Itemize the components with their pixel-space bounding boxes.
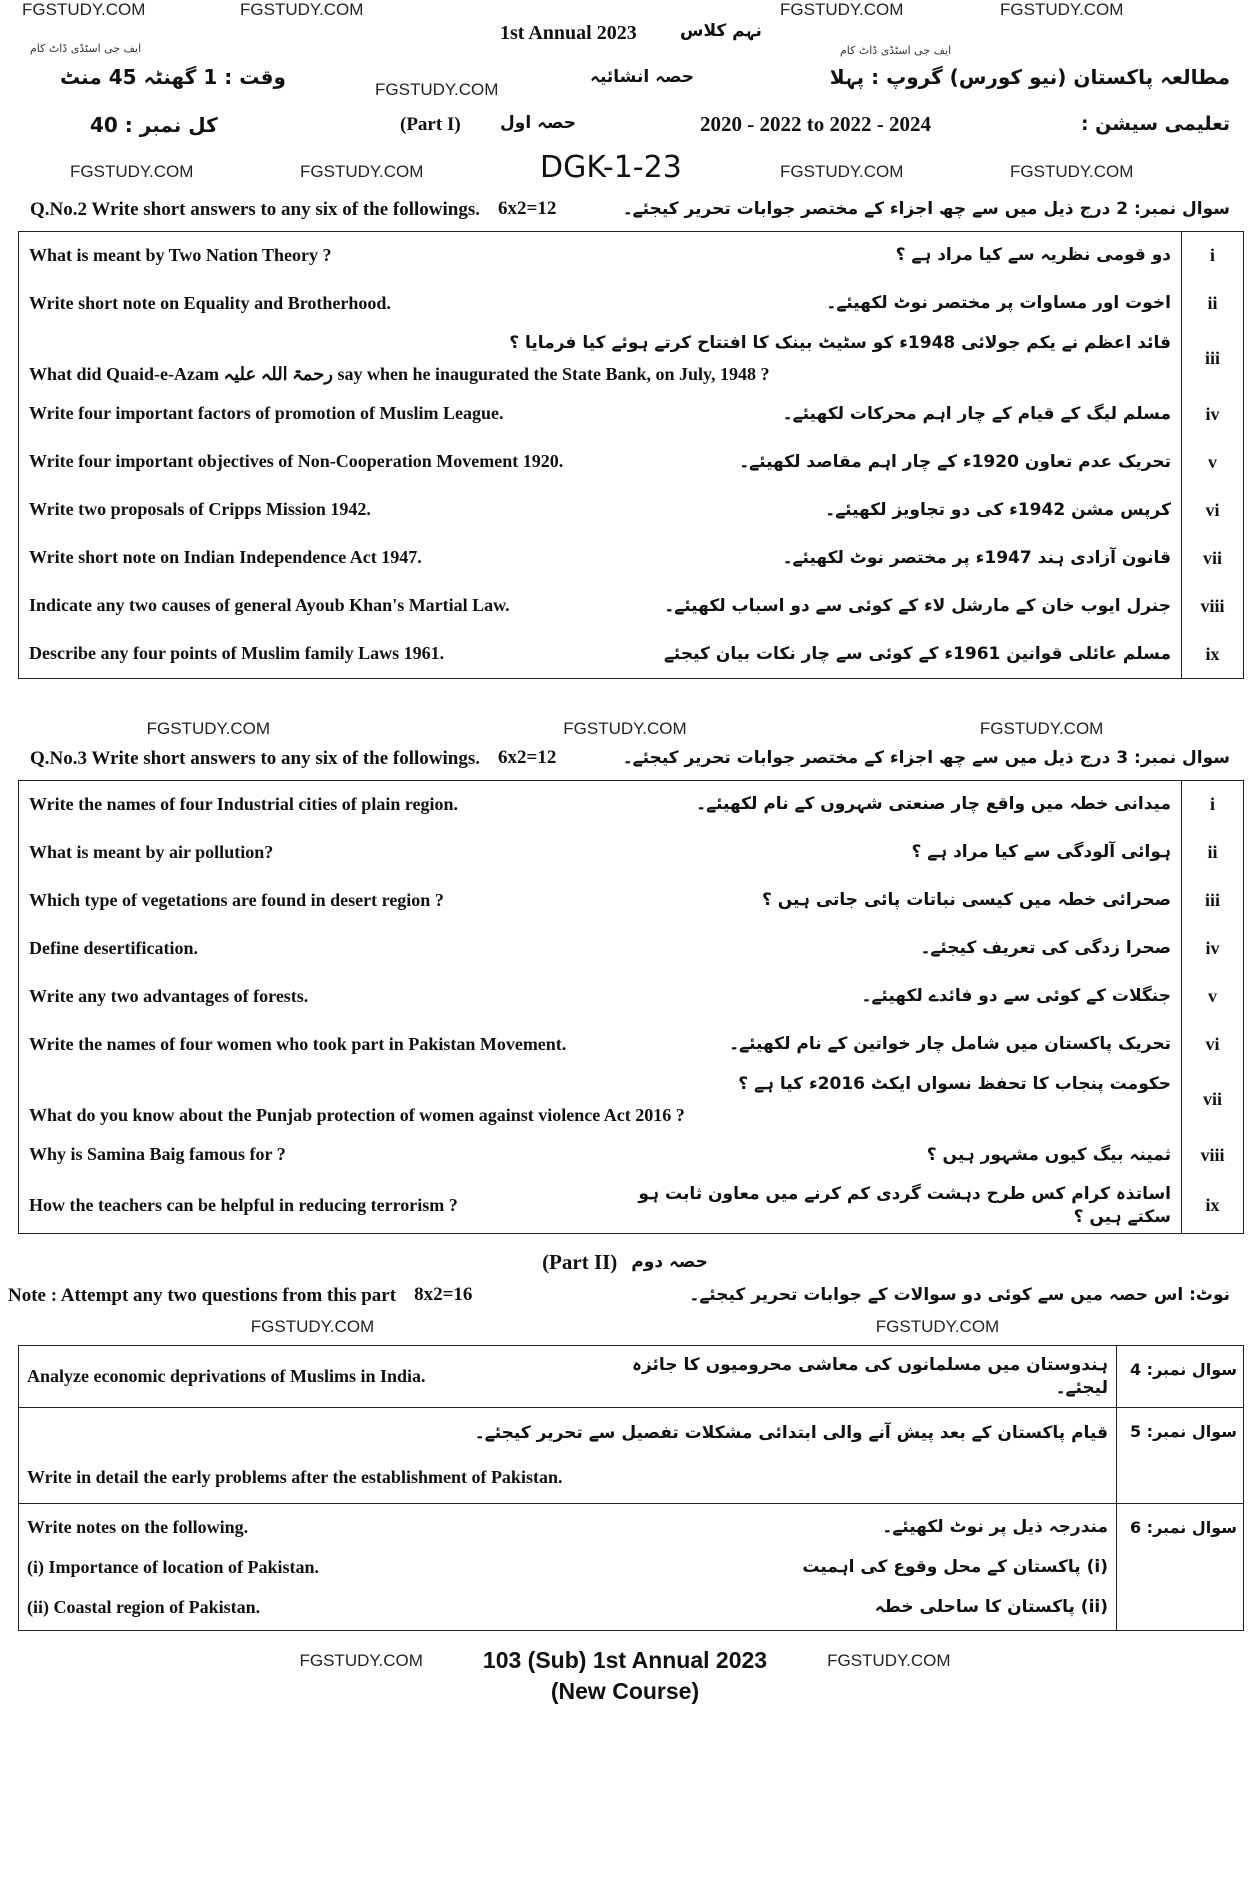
q6-label: سوال نمبر: 6: [1116, 1504, 1243, 1630]
question-number: viii: [1181, 1131, 1243, 1179]
q6-part-b-urdu: (ii) پاکستان کا ساحلی خطہ: [874, 1596, 1108, 1617]
question-5: [19, 1408, 1243, 1504]
question-text-urdu: جنرل ایوب خان کے مارشل لاء کے کوئی سے دو اسباب لکھیئے۔: [664, 595, 1171, 616]
question-text-urdu: صحرائی خطہ میں کیسی نباتات پائی جاتی ہیں ؟: [761, 890, 1171, 911]
watermark: FGSTUDY.COM: [250, 1316, 375, 1336]
q4-label: سوال نمبر: 4: [1116, 1346, 1243, 1408]
question-item: [19, 1131, 1243, 1179]
question-text-urdu: اساتذہ کرام کس طرح دہشت گردی کم کرنے میں معاون ثابت ہو سکتے ہیں ؟: [638, 1184, 1171, 1227]
question-text-urdu: قائد اعظم نے یکم جولائی 1948ء کو سٹیٹ بینک کا افتتاح کرتے ہوئے کیا فرمایا ؟: [509, 332, 1171, 353]
question-text-urdu: تحریک عدم تعاون 1920ء کے چار اہم مقاصد لکھیئے۔: [739, 451, 1171, 472]
subject-title: مطالعہ پاکستان (نیو کورس) گروپ : پہلا: [829, 65, 1230, 89]
handwritten-code: DGK-1-23: [540, 150, 682, 185]
watermark: FGSTUDY.COM: [827, 1650, 951, 1670]
question-text: Write two proposals of Cripps Mission 1942.: [29, 499, 371, 520]
question-text: Why is Samina Baig famous for ?: [29, 1144, 286, 1165]
watermark: FGSTUDY.COM: [1010, 162, 1134, 181]
question-item: [19, 280, 1243, 328]
urdu-watermark: ایف جی اسٹڈی ڈاٹ کام: [30, 42, 142, 55]
q3-header: [0, 747, 1250, 772]
question-item: [19, 328, 1243, 390]
question-text-urdu: صحرا زدگی کی تعریف کیجئے۔: [920, 938, 1171, 959]
question-text: How the teachers can be helpful in reducing terrorism ?: [29, 1195, 458, 1216]
part-two-heading: [0, 1248, 1250, 1278]
question-number: vi: [1181, 1021, 1243, 1069]
q3-title-urdu: سوال نمبر: 3 درج ذیل میں سے چھ اجزاء کے مختصر جوابات تحریر کیجئے۔: [622, 748, 1230, 769]
question-item: [19, 1179, 1243, 1233]
watermark: FGSTUDY.COM: [22, 0, 146, 19]
watermark: FGSTUDY.COM: [1000, 0, 1124, 19]
question-text: Define desertification.: [29, 938, 198, 958]
question-item: [19, 438, 1243, 486]
watermark: FGSTUDY.COM: [300, 162, 424, 181]
class-urdu: نہم کلاس: [680, 21, 762, 41]
question-text-urdu: دو قومی نظریہ سے کیا مراد ہے ؟: [895, 245, 1171, 266]
question-text-urdu: مسلم عائلی قوانین 1961ء کے کوئی سے چار نکات بیان کیجئے: [663, 643, 1171, 664]
question-number: vii: [1181, 1069, 1243, 1131]
note: Note : Attempt any two questions from this part: [8, 1284, 397, 1306]
question-text: Describe any four points of Muslim family Laws 1961.: [29, 643, 445, 664]
question-text: Write short note on Equality and Brotherhood.: [29, 292, 391, 313]
question-text-urdu: حکومت پنجاب کا تحفظ نسواں ایکٹ 2016ء کیا ہے ؟: [738, 1073, 1171, 1094]
question-4: [19, 1346, 1243, 1409]
question-text-urdu: میدانی خطہ میں واقع چار صنعتی شہروں کے نام لکھیئے۔: [696, 794, 1171, 815]
question-text: What do you know about the Punjab protection of women against violence Act 2016 ?: [29, 1104, 685, 1125]
question-number: ix: [1181, 1179, 1243, 1233]
question-text-urdu: ثمینہ بیگ کیوں مشہور ہیں ؟: [926, 1144, 1171, 1165]
question-item: [19, 582, 1243, 630]
total-marks: کل نمبر : 40: [90, 113, 218, 137]
part-two-title: (Part II): [542, 1250, 618, 1275]
session: 2020 - 2022 to 2022 - 2024: [700, 112, 931, 136]
question-text-urdu: کرپس مشن 1942ء کی دو تجاویز لکھیئے۔: [825, 499, 1171, 520]
time-allowed: وقت : 1 گھنٹہ 45 منٹ: [60, 65, 286, 89]
q2-header: [0, 198, 1250, 223]
question-text-urdu: اخوت اور مساوات پر مختصر نوٹ لکھیئے۔: [826, 293, 1171, 314]
watermark-row: [0, 1317, 1250, 1341]
q5-label: سوال نمبر: 5: [1116, 1408, 1243, 1503]
watermark: FGSTUDY.COM: [146, 719, 271, 739]
question-number: vi: [1181, 486, 1243, 534]
question-item: [19, 534, 1243, 582]
watermark: FGSTUDY.COM: [979, 719, 1104, 739]
question-6: [19, 1504, 1243, 1630]
question-number: v: [1181, 973, 1243, 1021]
question-item: [19, 925, 1243, 973]
paper-code: 103 (Sub) 1st Annual 2023: [482, 1647, 768, 1674]
q6-text: Write notes on the following.: [27, 1516, 249, 1537]
footer-course-row: [0, 1678, 1250, 1705]
question-text: Which type of vegetations are found in desert region ?: [29, 890, 444, 910]
question-text-urdu: تحریک پاکستان میں شامل چار خواتین کے نام لکھیئے۔: [729, 1034, 1171, 1055]
question-text: Write the names of four women who took part in Pakistan Movement.: [29, 1034, 567, 1054]
watermark: FGSTUDY.COM: [563, 719, 687, 739]
section-title: حصہ انشائیہ: [590, 67, 695, 87]
question-text-urdu: قانون آزادی ہند 1947ء پر مختصر نوٹ لکھیئے۔: [782, 547, 1171, 568]
question-item: [19, 829, 1243, 877]
q6-part-a-urdu: (i) پاکستان کے محل وقوع کی اہمیت: [802, 1556, 1108, 1577]
q5-text: Write in detail the early problems after the establishment of Pakistan.: [27, 1467, 563, 1488]
q5-text-urdu: قیام پاکستان کے بعد پیش آنے والی ابتدائی مشکلات تفصیل سے تحریر کیجئے۔: [474, 1423, 1108, 1444]
question-text: What is meant by air pollution?: [29, 842, 274, 862]
question-number: iii: [1181, 328, 1243, 390]
question-item: [19, 232, 1243, 280]
question-text-urdu: جنگلات کے کوئی سے دو فائدے لکھیئے۔: [861, 986, 1171, 1007]
question-item: [19, 390, 1243, 438]
note-urdu: نوٹ: اس حصہ میں سے کوئی دو سوالات کے جوابات تحریر کیجئے۔: [689, 1284, 1230, 1305]
question-text: What did Quaid-e-Azam رحمۃ اللہ علیہ say when he inaugurated the State Bank, on July, 1948 ?: [29, 363, 770, 384]
session-label: تعلیمی سیشن :: [1080, 113, 1230, 135]
question-number: viii: [1181, 582, 1243, 630]
exam-annual: 1st Annual 2023: [500, 22, 637, 44]
question-number: iii: [1181, 877, 1243, 925]
question-item: [19, 1069, 1243, 1131]
q4-text: Analyze economic deprivations of Muslims in India.: [27, 1365, 426, 1386]
question-text: Write short note on Indian Independence Act 1947.: [29, 547, 422, 568]
watermark: FGSTUDY.COM: [780, 162, 904, 181]
watermark-row: [0, 719, 1250, 743]
question-number: iv: [1181, 390, 1243, 438]
course-type: (New Course): [550, 1678, 700, 1705]
q3-marks: 6x2=12: [498, 747, 557, 769]
question-number: ii: [1181, 829, 1243, 877]
question-text: Write four important factors of promotion of Muslim League.: [29, 403, 504, 424]
question-text: Write the names of four Industrial cities of plain region.: [29, 794, 458, 814]
question-text: Write four important objectives of Non-Cooperation Movement 1920.: [29, 451, 564, 472]
question-number: i: [1181, 781, 1243, 829]
question-number: ix: [1181, 630, 1243, 678]
footer-row: [0, 1647, 1250, 1674]
question-text: Indicate any two causes of general Ayoub Khan's Martial Law.: [29, 595, 510, 616]
note-row: [0, 1284, 1250, 1309]
question-item: [19, 486, 1243, 534]
question-item: [19, 630, 1243, 678]
watermark: FGSTUDY.COM: [875, 1316, 1000, 1336]
question-number: i: [1181, 232, 1243, 280]
q6-part-b: (ii) Coastal region of Pakistan.: [27, 1596, 261, 1617]
question-item: [19, 877, 1243, 925]
watermark: FGSTUDY.COM: [70, 162, 194, 181]
watermark: FGSTUDY.COM: [375, 80, 499, 99]
q2-marks: 6x2=12: [498, 198, 557, 219]
part-one: (Part I): [400, 114, 461, 135]
part-two-urdu: حصہ دوم: [631, 1252, 708, 1273]
watermark: FGSTUDY.COM: [780, 0, 904, 19]
q2-title-urdu: سوال نمبر: 2 درج ذیل میں سے چھ اجزاء کے مختصر جوابات تحریر کیجئے۔: [622, 199, 1230, 219]
question-text-urdu: ہوائی آلودگی سے کیا مراد ہے ؟: [911, 842, 1171, 863]
q2-questions-box: [18, 231, 1244, 679]
question-text: What is meant by Two Nation Theory ?: [29, 244, 332, 265]
question-number: iv: [1181, 925, 1243, 973]
question-number: v: [1181, 438, 1243, 486]
q6-part-a: (i) Importance of location of Pakistan.: [27, 1556, 319, 1577]
part-one-urdu: حصہ اول: [500, 113, 577, 133]
watermark: FGSTUDY.COM: [240, 0, 364, 19]
question-text-urdu: مسلم لیگ کے قیام کے چار اہم محرکات لکھیئے۔: [782, 403, 1171, 424]
question-text: Write any two advantages of forests.: [29, 986, 309, 1006]
question-item: [19, 1021, 1243, 1069]
q3-questions-box: [18, 780, 1244, 1234]
q2-title: Q.No.2 Write short answers to any six of the followings.: [30, 199, 481, 220]
question-number: ii: [1181, 280, 1243, 328]
question-number: vii: [1181, 534, 1243, 582]
exam-body: [0, 198, 1250, 1705]
q6-text-urdu: مندرجہ ذیل پر نوٹ لکھیئے۔: [882, 1516, 1108, 1537]
watermark: FGSTUDY.COM: [299, 1650, 423, 1670]
q3-title: Q.No.3 Write short answers to any six of the followings.: [30, 748, 481, 770]
part-two-marks: 8x2=16: [414, 1283, 473, 1305]
part-two-box: [18, 1345, 1244, 1632]
q4-text-urdu: ہندوستان میں مسلمانوں کی معاشی محرومیوں کا جائزہ لیجئے۔: [631, 1354, 1108, 1398]
question-item: [19, 973, 1243, 1021]
question-item: [19, 781, 1243, 829]
urdu-watermark: ایف جی اسٹڈی ڈاٹ کام: [840, 44, 952, 57]
